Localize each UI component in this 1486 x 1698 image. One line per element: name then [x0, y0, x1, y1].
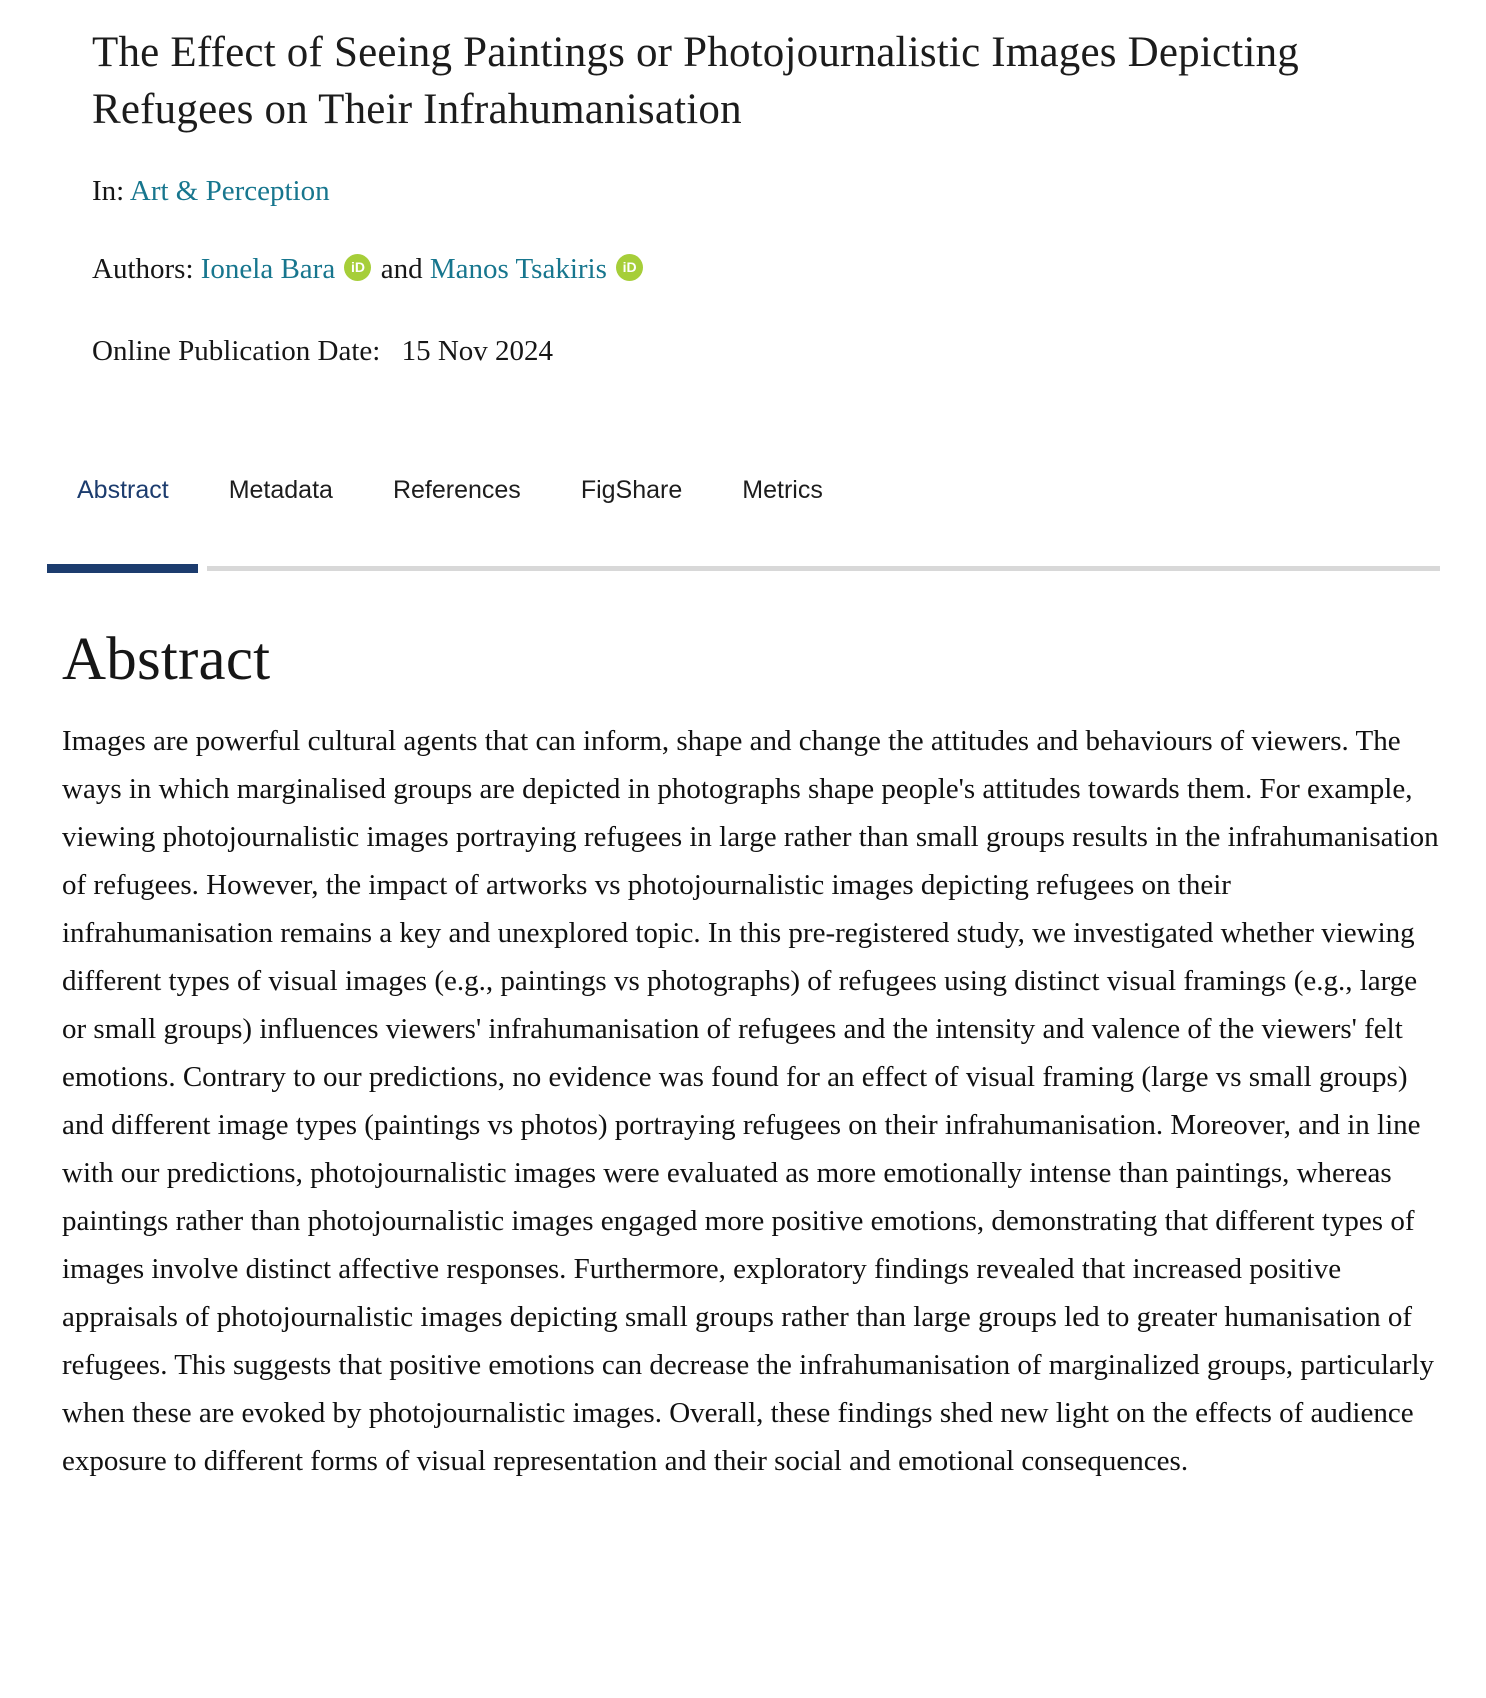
tab-metadata[interactable]: Metadata	[228, 476, 333, 504]
abstract-heading: Abstract	[62, 626, 271, 693]
abstract-text: Images are powerful cultural agents that can inform, shape and change the attitudes and behaviours of viewers. The ways in which marginalised groups are depicted in photographs shape people's attitudes towards them. For example, viewing photojournalistic images portraying refugees in large rather than small groups results in the infrahumanisation of refugees. However, the impact of artworks vs photojournalistic images depicting refugees on their infrahumanisation remains a key and unexplored topic. In this pre-registered study, we investigated whether viewing different types of visual images (e.g., paintings vs photographs) of refugees using distinct visual framings (e.g., large or small groups) influences viewers' infrahumanisation of refugees and the intensity and valence of the viewers' felt emotions. Contrary to our predictions, no evidence was found for an effect of visual framing (large vs small groups) and different image types (paintings vs photos) portraying refugees on their infrahumanisation. Moreover, and in line with our predictions, photojournalistic images were evaluated as more emotionally intense than paintings, whereas paintings rather than photojournalistic images engaged more positive emotions, demonstrating that different types of images involve distinct affective responses. Furthermore, exploratory findings revealed that increased positive appraisals of photojournalistic images depicting small groups rather than large groups led to greater humanisation of refugees. This suggests that positive emotions can decrease the infrahumanisation of marginalized groups, particularly when these are evoked by photojournalistic images. Overall, these findings shed new light on the effects of audience exposure to different forms of visual representation and their social and emotional consequences.	[62, 725, 1439, 1477]
orcid-icon[interactable]: iD	[616, 254, 643, 281]
page-title: The Effect of Seeing Paintings or Photojournalistic Images Depicting Refugees on Their Infrahumanisation	[92, 29, 1299, 133]
publication-date-value: 15 Nov 2024	[401, 335, 554, 367]
article-tabs	[47, 473, 1440, 507]
orcid-icon[interactable]: iD	[344, 254, 371, 281]
publication-date-line	[92, 331, 1440, 371]
journal-line	[92, 171, 1440, 211]
in-label: In:	[92, 175, 125, 207]
tab-metrics[interactable]: Metrics	[742, 476, 823, 504]
authors-line	[92, 249, 1440, 289]
authors-separator: and	[380, 253, 423, 285]
article-header	[47, 24, 1440, 371]
author-link-manos-tsakiris[interactable]: Manos Tsakiris	[429, 253, 607, 285]
active-tab-underline	[47, 564, 207, 573]
publication-date-label: Online Publication Date:	[92, 335, 381, 367]
tabs-divider-line	[47, 566, 1440, 571]
tab-references[interactable]: References	[392, 476, 521, 504]
tab-abstract[interactable]: Abstract	[77, 476, 169, 504]
tabs-divider	[47, 564, 1440, 573]
tab-figshare[interactable]: FigShare	[580, 476, 683, 504]
abstract-section	[47, 627, 1440, 1485]
author-link-ionela-bara[interactable]: Ionela Bara	[200, 253, 336, 285]
journal-link[interactable]: Art & Perception	[129, 175, 330, 207]
authors-label: Authors:	[92, 253, 194, 285]
